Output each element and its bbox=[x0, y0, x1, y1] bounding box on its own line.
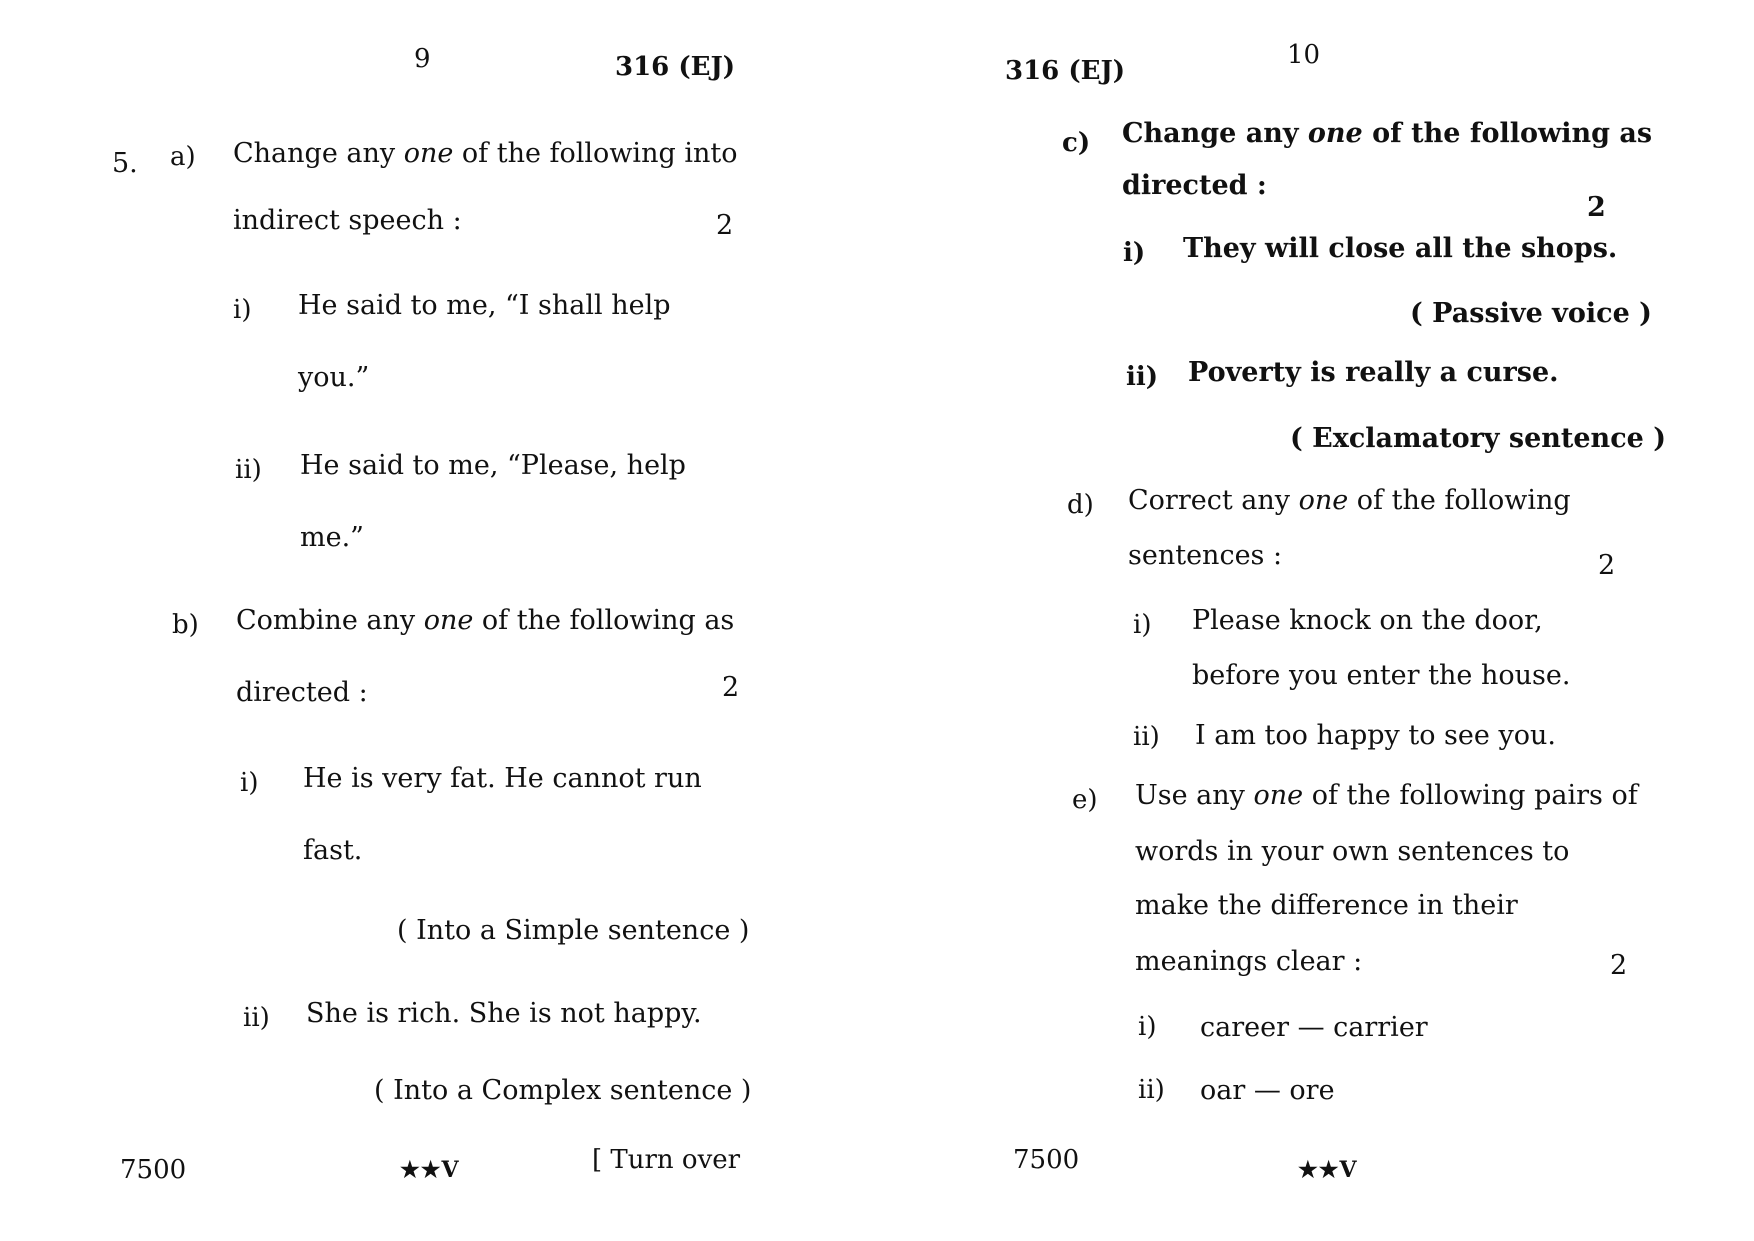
item-direction: ( Passive voice ) bbox=[1410, 298, 1652, 329]
instruction-text: Use any bbox=[1135, 780, 1254, 811]
item-label: ii) bbox=[1133, 722, 1160, 752]
part-e-instruction-line2: words in your own sentences to bbox=[1135, 836, 1570, 867]
item-text: She is rich. She is not happy. bbox=[306, 998, 702, 1029]
item-text: Please knock on the door, bbox=[1192, 605, 1543, 636]
item-text: before you enter the house. bbox=[1192, 660, 1571, 691]
turn-over: [ Turn over bbox=[592, 1145, 741, 1175]
instruction-text: Combine any bbox=[236, 605, 424, 636]
instruction-text: of the following bbox=[1348, 485, 1571, 516]
footer-stars: ★★V bbox=[400, 1157, 460, 1183]
instruction-emphasis: one bbox=[403, 138, 454, 169]
item-label: ii) bbox=[1126, 362, 1159, 392]
item-direction: ( Exclamatory sentence ) bbox=[1290, 423, 1666, 454]
item-text: I am too happy to see you. bbox=[1195, 720, 1556, 751]
instruction-text: Change any bbox=[233, 138, 404, 169]
item-label: ii) bbox=[1138, 1075, 1165, 1105]
item-text: fast. bbox=[303, 835, 363, 866]
page-number: 10 bbox=[1287, 40, 1321, 70]
part-a-marks: 2 bbox=[716, 210, 734, 241]
page-number: 9 bbox=[414, 44, 431, 74]
item-label: ii) bbox=[235, 455, 262, 485]
item-direction: ( Into a Complex sentence ) bbox=[374, 1075, 752, 1106]
item-text: He said to me, “I shall help bbox=[298, 290, 671, 321]
item-label: i) bbox=[1123, 238, 1146, 268]
part-b-marks: 2 bbox=[722, 672, 740, 703]
item-direction: ( Into a Simple sentence ) bbox=[397, 915, 750, 946]
item-label: i) bbox=[1133, 610, 1152, 640]
item-text: They will close all the shops. bbox=[1183, 233, 1618, 264]
part-c-marks: 2 bbox=[1587, 192, 1606, 223]
instruction-emphasis: one bbox=[423, 605, 474, 636]
instruction-text: of the following as bbox=[473, 605, 735, 636]
footer-stars: ★★V bbox=[1298, 1157, 1358, 1183]
part-b-label: b) bbox=[172, 610, 199, 640]
instruction-text: of the following pairs of bbox=[1303, 780, 1638, 811]
part-c-label: c) bbox=[1062, 128, 1091, 158]
part-d-label: d) bbox=[1067, 490, 1094, 520]
item-text: me.” bbox=[300, 522, 364, 553]
part-a-instruction bbox=[233, 138, 737, 169]
question-number: 5. bbox=[112, 148, 138, 179]
item-text: He said to me, “Please, help bbox=[300, 450, 686, 481]
item-label: i) bbox=[233, 295, 252, 325]
instruction-emphasis: one bbox=[1307, 118, 1363, 149]
item-text: He is very fat. He cannot run bbox=[303, 763, 702, 794]
part-a-instruction-line2: indirect speech : bbox=[233, 205, 462, 236]
item-text: Poverty is really a curse. bbox=[1188, 357, 1559, 388]
instruction-text: Change any bbox=[1122, 118, 1308, 149]
part-e-instruction-line3: make the difference in their bbox=[1135, 890, 1518, 921]
instruction-text: of the following as bbox=[1362, 118, 1653, 149]
part-e-marks: 2 bbox=[1610, 950, 1628, 981]
part-c-instruction-line2: directed : bbox=[1122, 170, 1267, 201]
part-a-label: a) bbox=[170, 142, 196, 172]
instruction-text: of the following into bbox=[453, 138, 738, 169]
item-text: oar — ore bbox=[1200, 1075, 1335, 1106]
part-e-instruction-line4: meanings clear : bbox=[1135, 946, 1363, 977]
part-e-instruction bbox=[1135, 780, 1638, 811]
paper-code: 316 (EJ) bbox=[1005, 56, 1126, 86]
part-b-instruction-line2: directed : bbox=[236, 677, 368, 708]
paper-code: 316 (EJ) bbox=[615, 52, 736, 82]
item-label: i) bbox=[240, 768, 259, 798]
item-text: you.” bbox=[298, 362, 370, 393]
part-d-marks: 2 bbox=[1598, 550, 1616, 581]
part-d-instruction bbox=[1128, 485, 1571, 516]
part-b-instruction bbox=[236, 605, 734, 636]
part-c-instruction bbox=[1122, 118, 1652, 149]
part-e-label: e) bbox=[1072, 785, 1098, 815]
item-label: i) bbox=[1138, 1012, 1157, 1042]
instruction-emphasis: one bbox=[1253, 780, 1304, 811]
footer-number: 7500 bbox=[120, 1155, 187, 1185]
footer-number: 7500 bbox=[1013, 1145, 1080, 1175]
instruction-emphasis: one bbox=[1298, 485, 1349, 516]
item-text: career — carrier bbox=[1200, 1012, 1428, 1043]
item-label: ii) bbox=[243, 1003, 270, 1033]
part-d-instruction-line2: sentences : bbox=[1128, 540, 1283, 571]
instruction-text: Correct any bbox=[1128, 485, 1299, 516]
